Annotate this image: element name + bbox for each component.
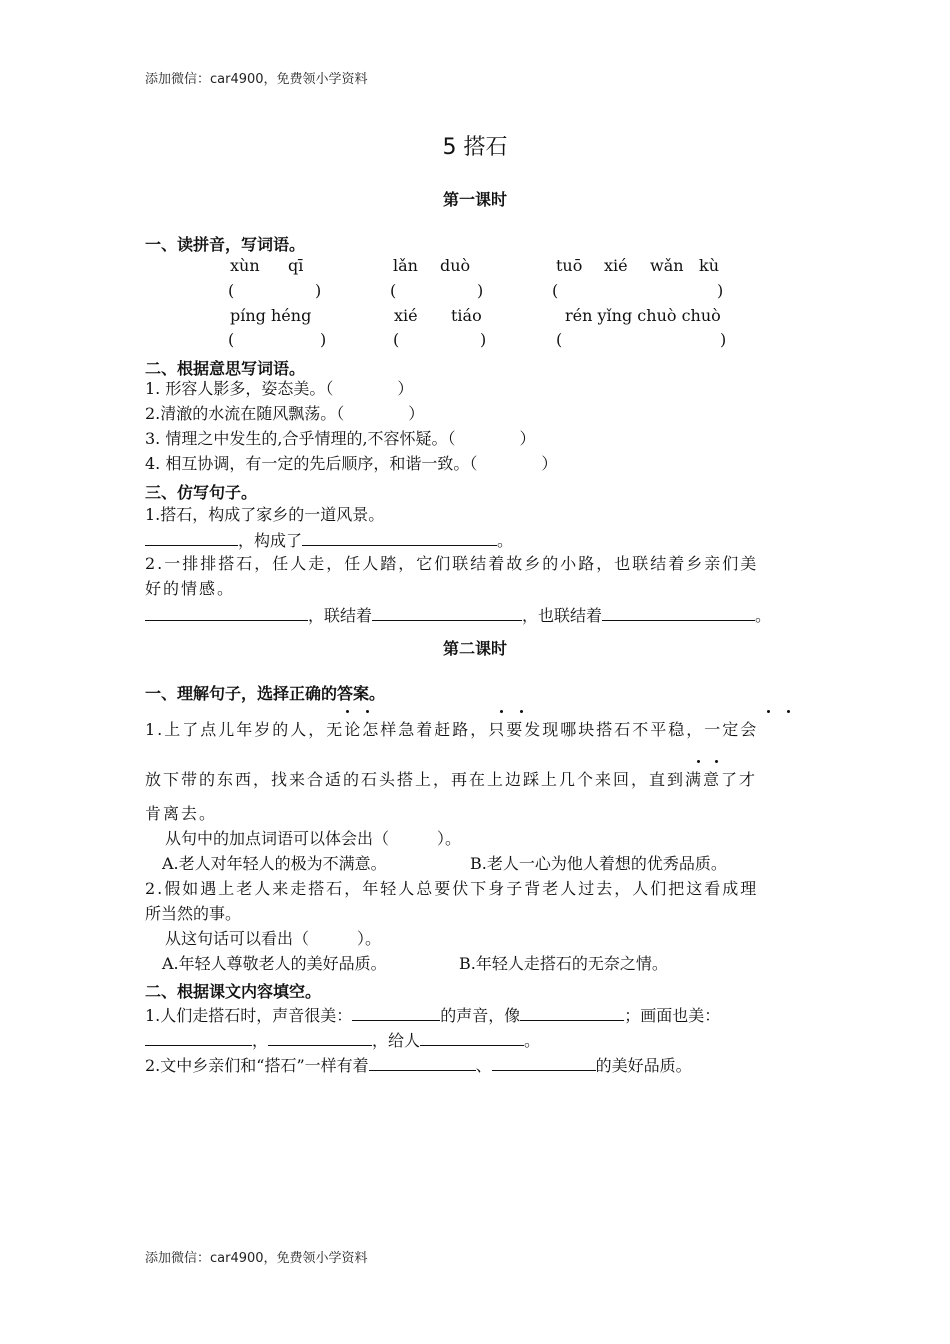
fill-text: ，也联结着	[522, 606, 603, 625]
fill-blank[interactable]	[520, 1004, 624, 1021]
l2-s1-q1-line3: 肯离去。	[145, 804, 218, 823]
fill-blank[interactable]	[420, 1029, 524, 1046]
emphasis-dot	[346, 710, 349, 713]
fill-blank[interactable]	[352, 1004, 440, 1021]
fill-text: ，构成了	[238, 531, 303, 550]
page-title: 5 搭石	[442, 135, 508, 160]
l1-s2-heading: 二、根据意思写词语。	[145, 359, 306, 378]
l2-s2-q1-cont	[145, 1029, 540, 1051]
pinyin: lǎn	[393, 256, 418, 275]
pinyin: qī	[288, 256, 304, 275]
fill-blank[interactable]	[145, 1029, 252, 1046]
pinyin: xié	[394, 306, 418, 325]
answer-paren-open: (	[390, 281, 397, 300]
lesson2-title: 第二课时	[442, 639, 507, 658]
answer-paren-open: (	[552, 281, 559, 300]
emphasis-dot	[715, 760, 718, 763]
answer-paren-open: (	[228, 330, 235, 349]
fill-blank[interactable]	[369, 1054, 476, 1071]
option-a[interactable]: A.年轻人尊敬老人的美好品质。	[162, 954, 387, 973]
fill-blank[interactable]	[372, 604, 522, 621]
l1-s3-q1: 1.搭石，构成了家乡的一道风景。	[145, 505, 385, 524]
fill-text: ，联结着	[308, 606, 373, 625]
l1-s3-q1-fill	[145, 529, 513, 551]
fill-text: 、	[475, 1056, 492, 1075]
pinyin: píng héng	[230, 306, 312, 325]
emphasis-dot	[767, 710, 770, 713]
l1-s3-q2-line1: 2.一排排搭石，任人走，任人踏，它们联结着故乡的小路，也联结着乡亲们美	[145, 554, 759, 573]
answer-paren-close: )	[717, 281, 724, 300]
fill-text: ，给人	[372, 1031, 421, 1050]
l2-s2-q1	[145, 1004, 720, 1026]
l2-s2-q2	[145, 1054, 692, 1076]
answer-paren-close: )	[480, 330, 487, 349]
list-item: 3. 情理之中发生的,合乎情理的,不容怀疑。（ ）	[145, 429, 536, 448]
emphasis-dot	[697, 760, 700, 763]
option-a[interactable]: A.老人对年轻人的极为不满意。	[162, 854, 387, 873]
option-b[interactable]: B.老人一心为他人着想的优秀品质。	[470, 854, 727, 873]
l1-s1-heading: 一、读拼音，写词语。	[145, 235, 306, 254]
l2-s1-q1-line2: 放下带的东西，找来合适的石头搭上，再在上边踩上几个来回，直到满意了才	[145, 770, 758, 789]
fill-text: 。	[755, 606, 772, 625]
emphasis-dot	[366, 710, 369, 713]
l2-s1-heading: 一、理解句子，选择正确的答案。	[145, 684, 386, 703]
fill-blank[interactable]	[145, 529, 238, 546]
fill-text: 的声音，像	[440, 1006, 521, 1025]
answer-paren-close: )	[720, 330, 727, 349]
fill-text: 的美好品质。	[595, 1056, 692, 1075]
emphasis-dot	[787, 710, 790, 713]
fill-text: 。	[497, 531, 514, 550]
l2-s1-q2-line2: 所当然的事。	[145, 904, 242, 923]
pinyin: wǎn	[650, 256, 684, 275]
fill-text: ；画面也美：	[624, 1006, 721, 1025]
fill-text: 2.文中乡亲们和“搭石”一样有着	[145, 1056, 369, 1075]
fill-text: 1.人们走搭石时，声音很美：	[145, 1006, 353, 1025]
pinyin: rén yǐng chuò chuò	[565, 306, 721, 325]
pinyin: xùn	[230, 256, 260, 275]
answer-paren-open: (	[393, 330, 400, 349]
fill-blank[interactable]	[492, 1054, 596, 1071]
list-item: 4. 相互协调，有一定的先后顺序，和谐一致。（ ）	[145, 454, 558, 473]
list-item: 1. 形容人影多，姿态美。（ ）	[145, 379, 414, 398]
l1-s3-q2-line2: 好的情感。	[145, 579, 236, 598]
fill-blank[interactable]	[302, 529, 497, 546]
pinyin: duò	[440, 256, 471, 275]
footer-note: 添加微信：car4900，免费领小学资料	[145, 1251, 368, 1266]
fill-blank[interactable]	[268, 1029, 372, 1046]
fill-text: ，	[252, 1031, 269, 1050]
answer-paren-open: (	[228, 281, 235, 300]
pinyin: kù	[699, 256, 719, 275]
fill-text: 。	[524, 1031, 541, 1050]
l2-s1-q2-line1: 2.假如遇上老人来走搭石，年轻人总要伏下身子背老人过去，人们把这看成理	[145, 879, 759, 898]
pinyin: tiáo	[451, 306, 482, 325]
header-note: 添加微信：car4900，免费领小学资料	[145, 72, 368, 87]
fill-blank[interactable]	[602, 604, 755, 621]
l2-s1-q2-prompt: 从这句话可以看出（ ）。	[165, 929, 382, 948]
answer-paren-close: )	[315, 281, 322, 300]
l2-s2-heading: 二、根据课文内容填空。	[145, 982, 322, 1001]
emphasis-dot	[500, 710, 503, 713]
answer-paren-close: )	[477, 281, 484, 300]
lesson1-title: 第一课时	[442, 190, 507, 209]
emphasis-dot	[520, 710, 523, 713]
l2-s1-q1-line1: 1.上了点儿年岁的人，无论怎样急着赶路，只要发现哪块搭石不平稳，一定会	[145, 720, 759, 739]
pinyin: xié	[604, 256, 628, 275]
list-item: 2.清澈的水流在随风飘荡。（ ）	[145, 404, 425, 423]
answer-paren-close: )	[320, 330, 327, 349]
l2-s1-q1-prompt: 从句中的加点词语可以体会出（ ）。	[165, 829, 462, 848]
l1-s3-heading: 三、仿写句子。	[145, 483, 258, 502]
answer-paren-open: (	[556, 330, 563, 349]
option-b[interactable]: B.年轻人走搭石的无奈之情。	[459, 954, 668, 973]
fill-blank[interactable]	[145, 604, 308, 621]
l1-s3-q2-fill	[145, 604, 771, 626]
pinyin: tuō	[556, 256, 583, 275]
